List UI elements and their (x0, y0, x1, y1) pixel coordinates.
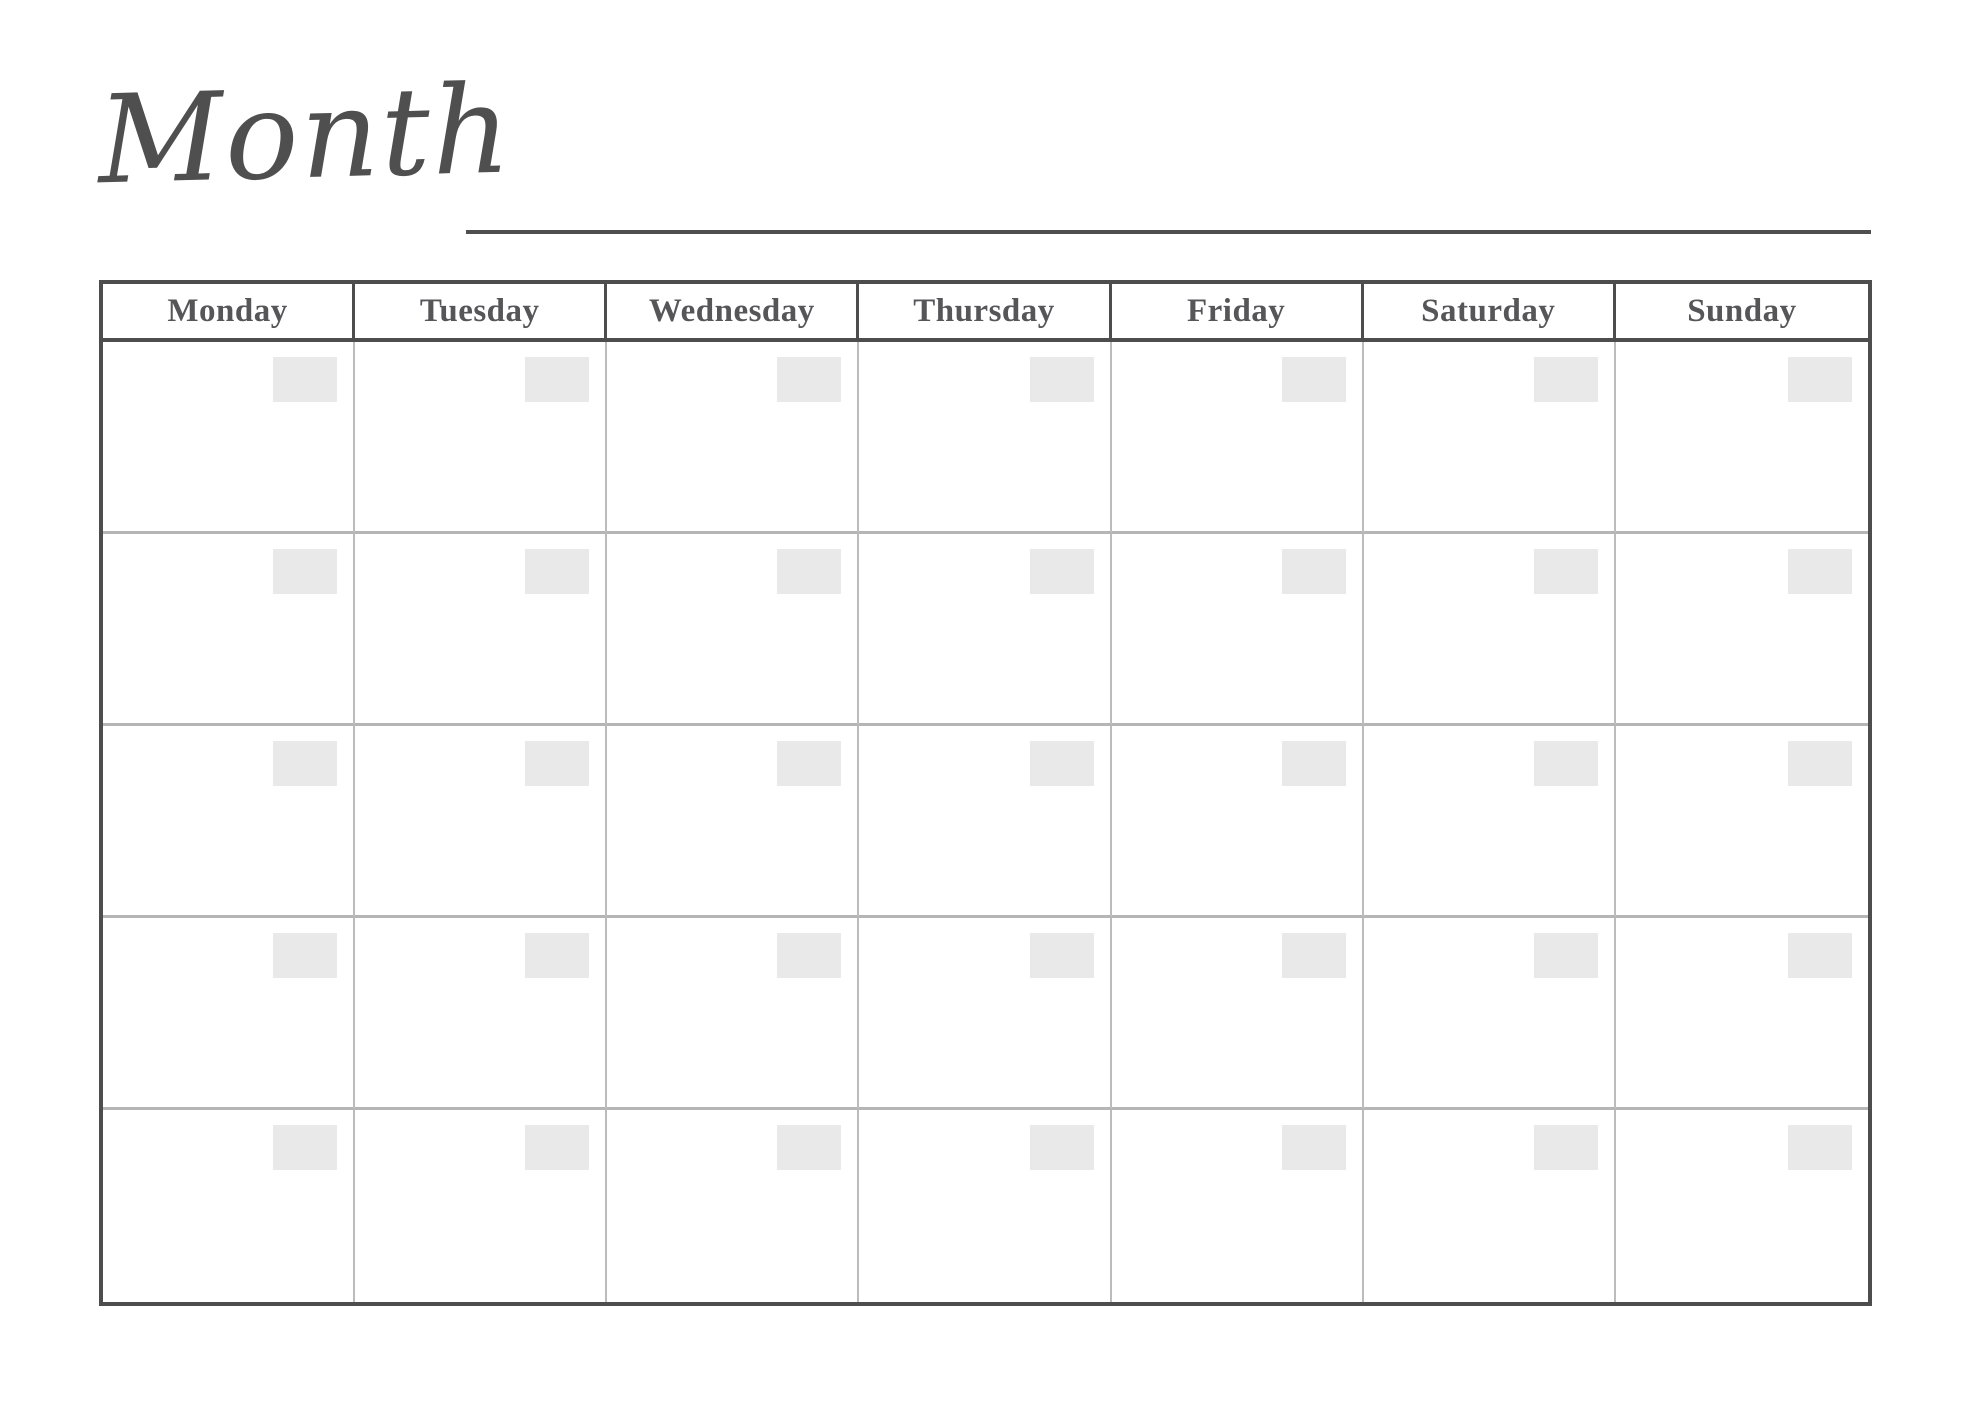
day-cell (1112, 1110, 1364, 1302)
date-placeholder (1030, 549, 1094, 594)
day-cell (859, 1110, 1111, 1302)
day-cell (355, 918, 607, 1110)
date-placeholder (273, 741, 337, 786)
day-cell (607, 342, 859, 534)
day-cell (103, 534, 355, 726)
day-header-saturday: Saturday (1364, 284, 1616, 342)
day-cell (607, 534, 859, 726)
day-cell (607, 1110, 859, 1302)
date-placeholder (525, 933, 589, 978)
date-placeholder (1282, 357, 1346, 402)
day-cell (1364, 342, 1616, 534)
day-cell (1112, 534, 1364, 726)
date-placeholder (1788, 357, 1852, 402)
day-cell (355, 342, 607, 534)
day-cell (1616, 1110, 1868, 1302)
date-placeholder (525, 357, 589, 402)
day-header-friday: Friday (1112, 284, 1364, 342)
day-cell (1112, 918, 1364, 1110)
date-placeholder (1282, 1125, 1346, 1170)
date-placeholder (777, 933, 841, 978)
date-placeholder (1534, 357, 1598, 402)
day-header-monday: Monday (103, 284, 355, 342)
day-cell (859, 534, 1111, 726)
day-cell (1364, 918, 1616, 1110)
day-cell (355, 534, 607, 726)
day-cell (103, 918, 355, 1110)
day-cell (859, 726, 1111, 918)
date-placeholder (1788, 741, 1852, 786)
day-header-thursday: Thursday (859, 284, 1111, 342)
day-cell (355, 726, 607, 918)
date-placeholder (1030, 1125, 1094, 1170)
month-title: Month (96, 58, 515, 212)
date-placeholder (1282, 933, 1346, 978)
date-placeholder (525, 549, 589, 594)
day-cell (859, 918, 1111, 1110)
date-placeholder (525, 741, 589, 786)
date-placeholder (1534, 741, 1598, 786)
day-header-sunday: Sunday (1616, 284, 1868, 342)
date-placeholder (1282, 549, 1346, 594)
day-cell (103, 1110, 355, 1302)
date-placeholder (273, 933, 337, 978)
day-cell (1112, 726, 1364, 918)
day-cell (1616, 918, 1868, 1110)
date-placeholder (1788, 933, 1852, 978)
date-placeholder (777, 1125, 841, 1170)
date-placeholder (777, 357, 841, 402)
day-cell (1112, 342, 1364, 534)
date-placeholder (273, 1125, 337, 1170)
day-cell (103, 726, 355, 918)
day-cell (1616, 342, 1868, 534)
day-cell (607, 918, 859, 1110)
date-placeholder (1534, 1125, 1598, 1170)
date-placeholder (777, 549, 841, 594)
day-cell (1364, 726, 1616, 918)
day-cell (607, 726, 859, 918)
calendar-table (99, 280, 1872, 1306)
day-cell (355, 1110, 607, 1302)
day-cell (1616, 726, 1868, 918)
date-placeholder (1788, 1125, 1852, 1170)
date-placeholder (1030, 357, 1094, 402)
day-header-tuesday: Tuesday (355, 284, 607, 342)
title-underline (466, 230, 1871, 234)
date-placeholder (1282, 741, 1346, 786)
day-cell (1616, 534, 1868, 726)
day-cell (1364, 534, 1616, 726)
date-placeholder (1534, 933, 1598, 978)
day-cell (859, 342, 1111, 534)
date-placeholder (273, 357, 337, 402)
date-placeholder (1534, 549, 1598, 594)
date-placeholder (1788, 549, 1852, 594)
date-placeholder (1030, 933, 1094, 978)
date-placeholder (1030, 741, 1094, 786)
day-cell (1364, 1110, 1616, 1302)
date-placeholder (777, 741, 841, 786)
date-placeholder (273, 549, 337, 594)
day-cell (103, 342, 355, 534)
day-header-wednesday: Wednesday (607, 284, 859, 342)
date-placeholder (525, 1125, 589, 1170)
